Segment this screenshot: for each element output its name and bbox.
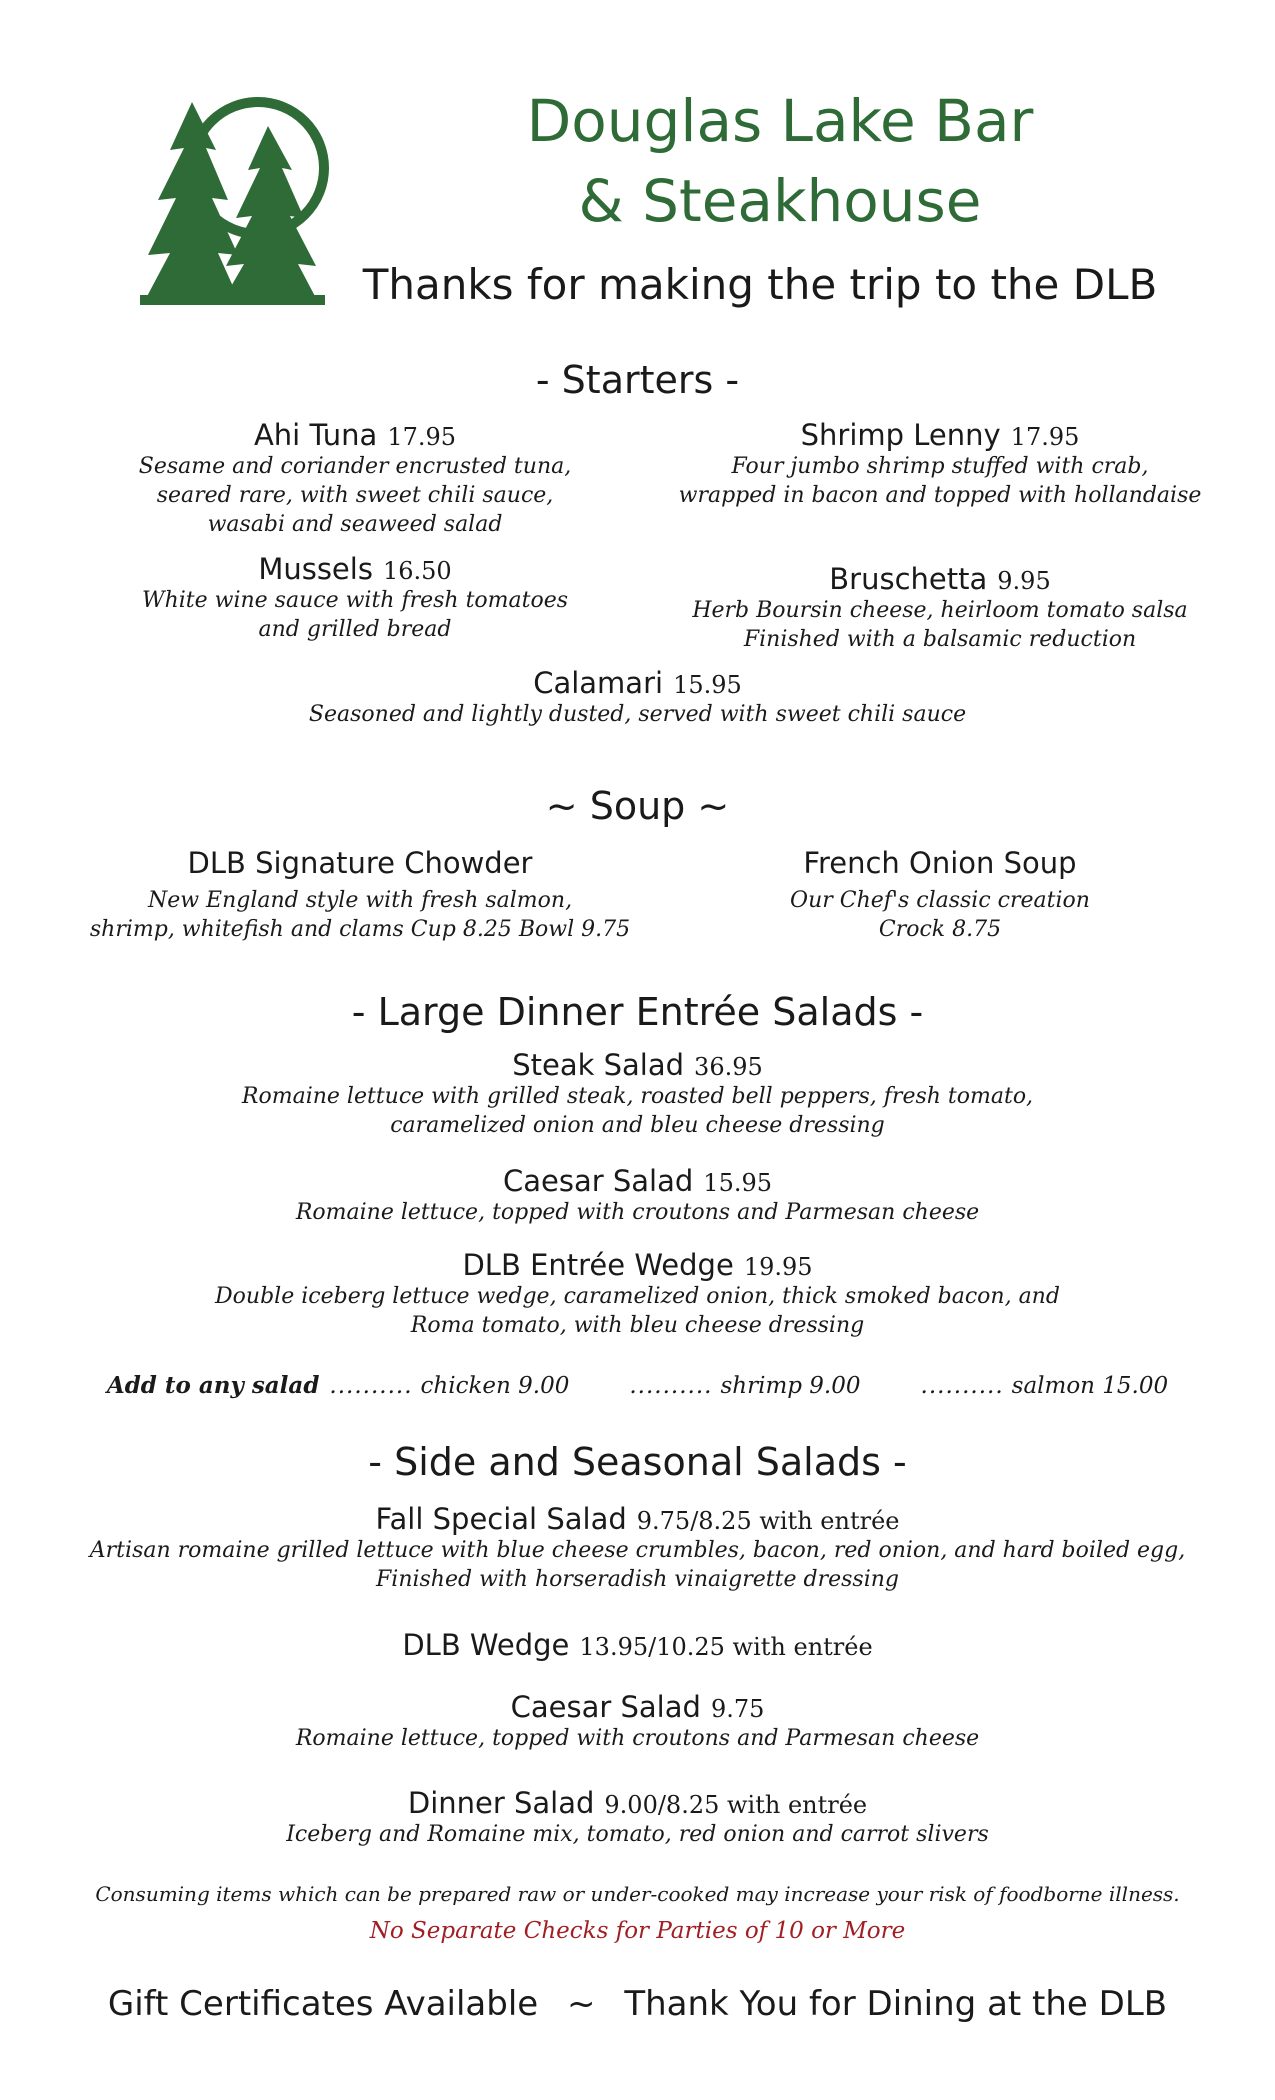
item-name: Dinner Salad [407,1786,595,1820]
item-description: shrimp, whitefish and clams Cup 8.25 Bowl 9.75 [89,917,631,942]
menu-item [660,418,1220,510]
item-description: Herb Boursin cheese, heirloom tomato salsa [692,598,1188,623]
item-name: Shrimp Lenny [800,418,1001,452]
item-description: Finished with horseradish vinaigrette dressing [376,1567,899,1592]
restaurant-name-line1: Douglas Lake Bar [526,87,1034,155]
item-name: Ahi Tuna [253,418,378,452]
item-description: Roma tomato, with bleu cheese dressing [410,1313,865,1338]
restaurant-name-line2: & Steakhouse [578,167,982,235]
menu-item [60,1690,1215,1753]
entree-salads-heading: - Large Dinner Entrée Salads - [351,990,924,1034]
separate-checks-notice: No Separate Checks for Parties of 10 or More [369,1918,906,1944]
item-description: Crock 8.75 [878,917,1002,942]
item-price: 9.95 [997,567,1051,595]
item-name: DLB Signature Chowder [187,846,533,880]
item-description: seared rare, with sweet chili sauce, [156,483,554,508]
addons-dots: .......... [329,1373,413,1399]
starters-heading: - Starters - [535,358,740,402]
item-name: DLB Wedge [402,1628,570,1662]
item-description: Double iceberg lettuce wedge, caramelized onion, thick smoked bacon, and [215,1284,1060,1309]
item-price: 17.95 [1010,423,1080,451]
footer-separator: ~ [567,1984,596,2024]
item-description: Seasoned and lightly dusted, served with sweet chili sauce [308,702,967,727]
menu-item [60,846,660,944]
item-name: Mussels [258,552,373,586]
menu-item [60,1248,1215,1340]
menu-item [120,418,590,539]
item-description: New England style with fresh salmon, [147,888,573,913]
salad-addons [60,1372,1215,1399]
addons-dots: .......... [920,1373,1004,1399]
thank-you-text: Thank You for Dining at the DLB [624,1984,1168,2024]
item-price: 13.95/10.25 with entrée [579,1633,873,1661]
menu-item [660,846,1220,944]
item-price: 36.95 [694,1053,763,1081]
item-name: Calamari [533,666,664,700]
addons-label: Add to any salad [106,1372,320,1399]
item-description: Iceberg and Romaine mix, tomato, red onion and carrot slivers [286,1822,989,1847]
side-salads-heading: - Side and Seasonal Salads - [368,1440,907,1484]
item-price: 19.95 [743,1253,813,1281]
addon-salmon: salmon 15.00 [1011,1373,1169,1399]
item-description: Our Chef's classic creation [790,888,1090,913]
gift-certificates-text: Gift Certificates Available [107,1984,539,2024]
item-name: Bruschetta [829,562,988,596]
item-description: Romaine lettuce with grilled steak, roasted bell peppers, fresh tomato, [241,1084,1034,1109]
item-name: DLB Entrée Wedge [462,1248,734,1282]
item-price: 16.50 [382,557,452,585]
item-price: 9.00/8.25 with entrée [604,1791,868,1819]
item-price: 15.95 [703,1169,773,1197]
item-description: Artisan romaine grilled lettuce with blue cheese crumbles, bacon, red onion, and hard boiled egg, [89,1538,1186,1563]
addons-dots: .......... [629,1373,713,1399]
addon-chicken: chicken 9.00 [420,1373,570,1399]
item-description: Four jumbo shrimp stuffed with crab, [731,454,1149,479]
menu-item [60,666,1215,729]
soup-heading: ~ Soup ~ [545,784,730,828]
item-price: 9.75/8.25 with entrée [636,1507,900,1535]
item-price: 15.95 [673,671,742,699]
item-name: Caesar Salad [502,1164,694,1198]
footer [60,1984,1215,2024]
menu-item [60,1164,1215,1227]
item-price: 9.75 [710,1695,765,1723]
addon-shrimp: shrimp 9.00 [720,1373,861,1399]
item-description: Romaine lettuce, topped with croutons and Parmesan cheese [295,1726,980,1751]
item-name: Caesar Salad [510,1690,701,1724]
item-name: Fall Special Salad [375,1502,627,1536]
menu-item [60,1786,1215,1849]
item-name: French Onion Soup [803,846,1077,880]
menu-item [60,1502,1215,1594]
food-safety-warning: Consuming items which can be prepared raw or under-cooked may increase your risk of foodborne illness. [95,1882,1180,1906]
menu-item [120,552,590,644]
menu-item [60,1048,1215,1140]
item-description: Sesame and coriander encrusted tuna, [138,454,572,479]
item-price: 17.95 [387,423,457,451]
tagline: Thanks for making the trip to the DLB [362,260,1158,309]
menu-item [660,562,1220,654]
item-description: and grilled bread [258,617,452,642]
menu-item [60,1628,1215,1662]
item-description: caramelized onion and bleu cheese dressing [390,1113,885,1138]
item-description: Romaine lettuce, topped with croutons and Parmesan cheese [295,1200,980,1225]
item-description: wasabi and seaweed salad [207,512,503,537]
item-description: wrapped in bacon and topped with hollandaise [678,483,1202,508]
item-description: Finished with a balsamic reduction [743,627,1137,652]
item-name: Steak Salad [512,1048,685,1082]
item-description: White wine sauce with fresh tomatoes [141,588,569,613]
